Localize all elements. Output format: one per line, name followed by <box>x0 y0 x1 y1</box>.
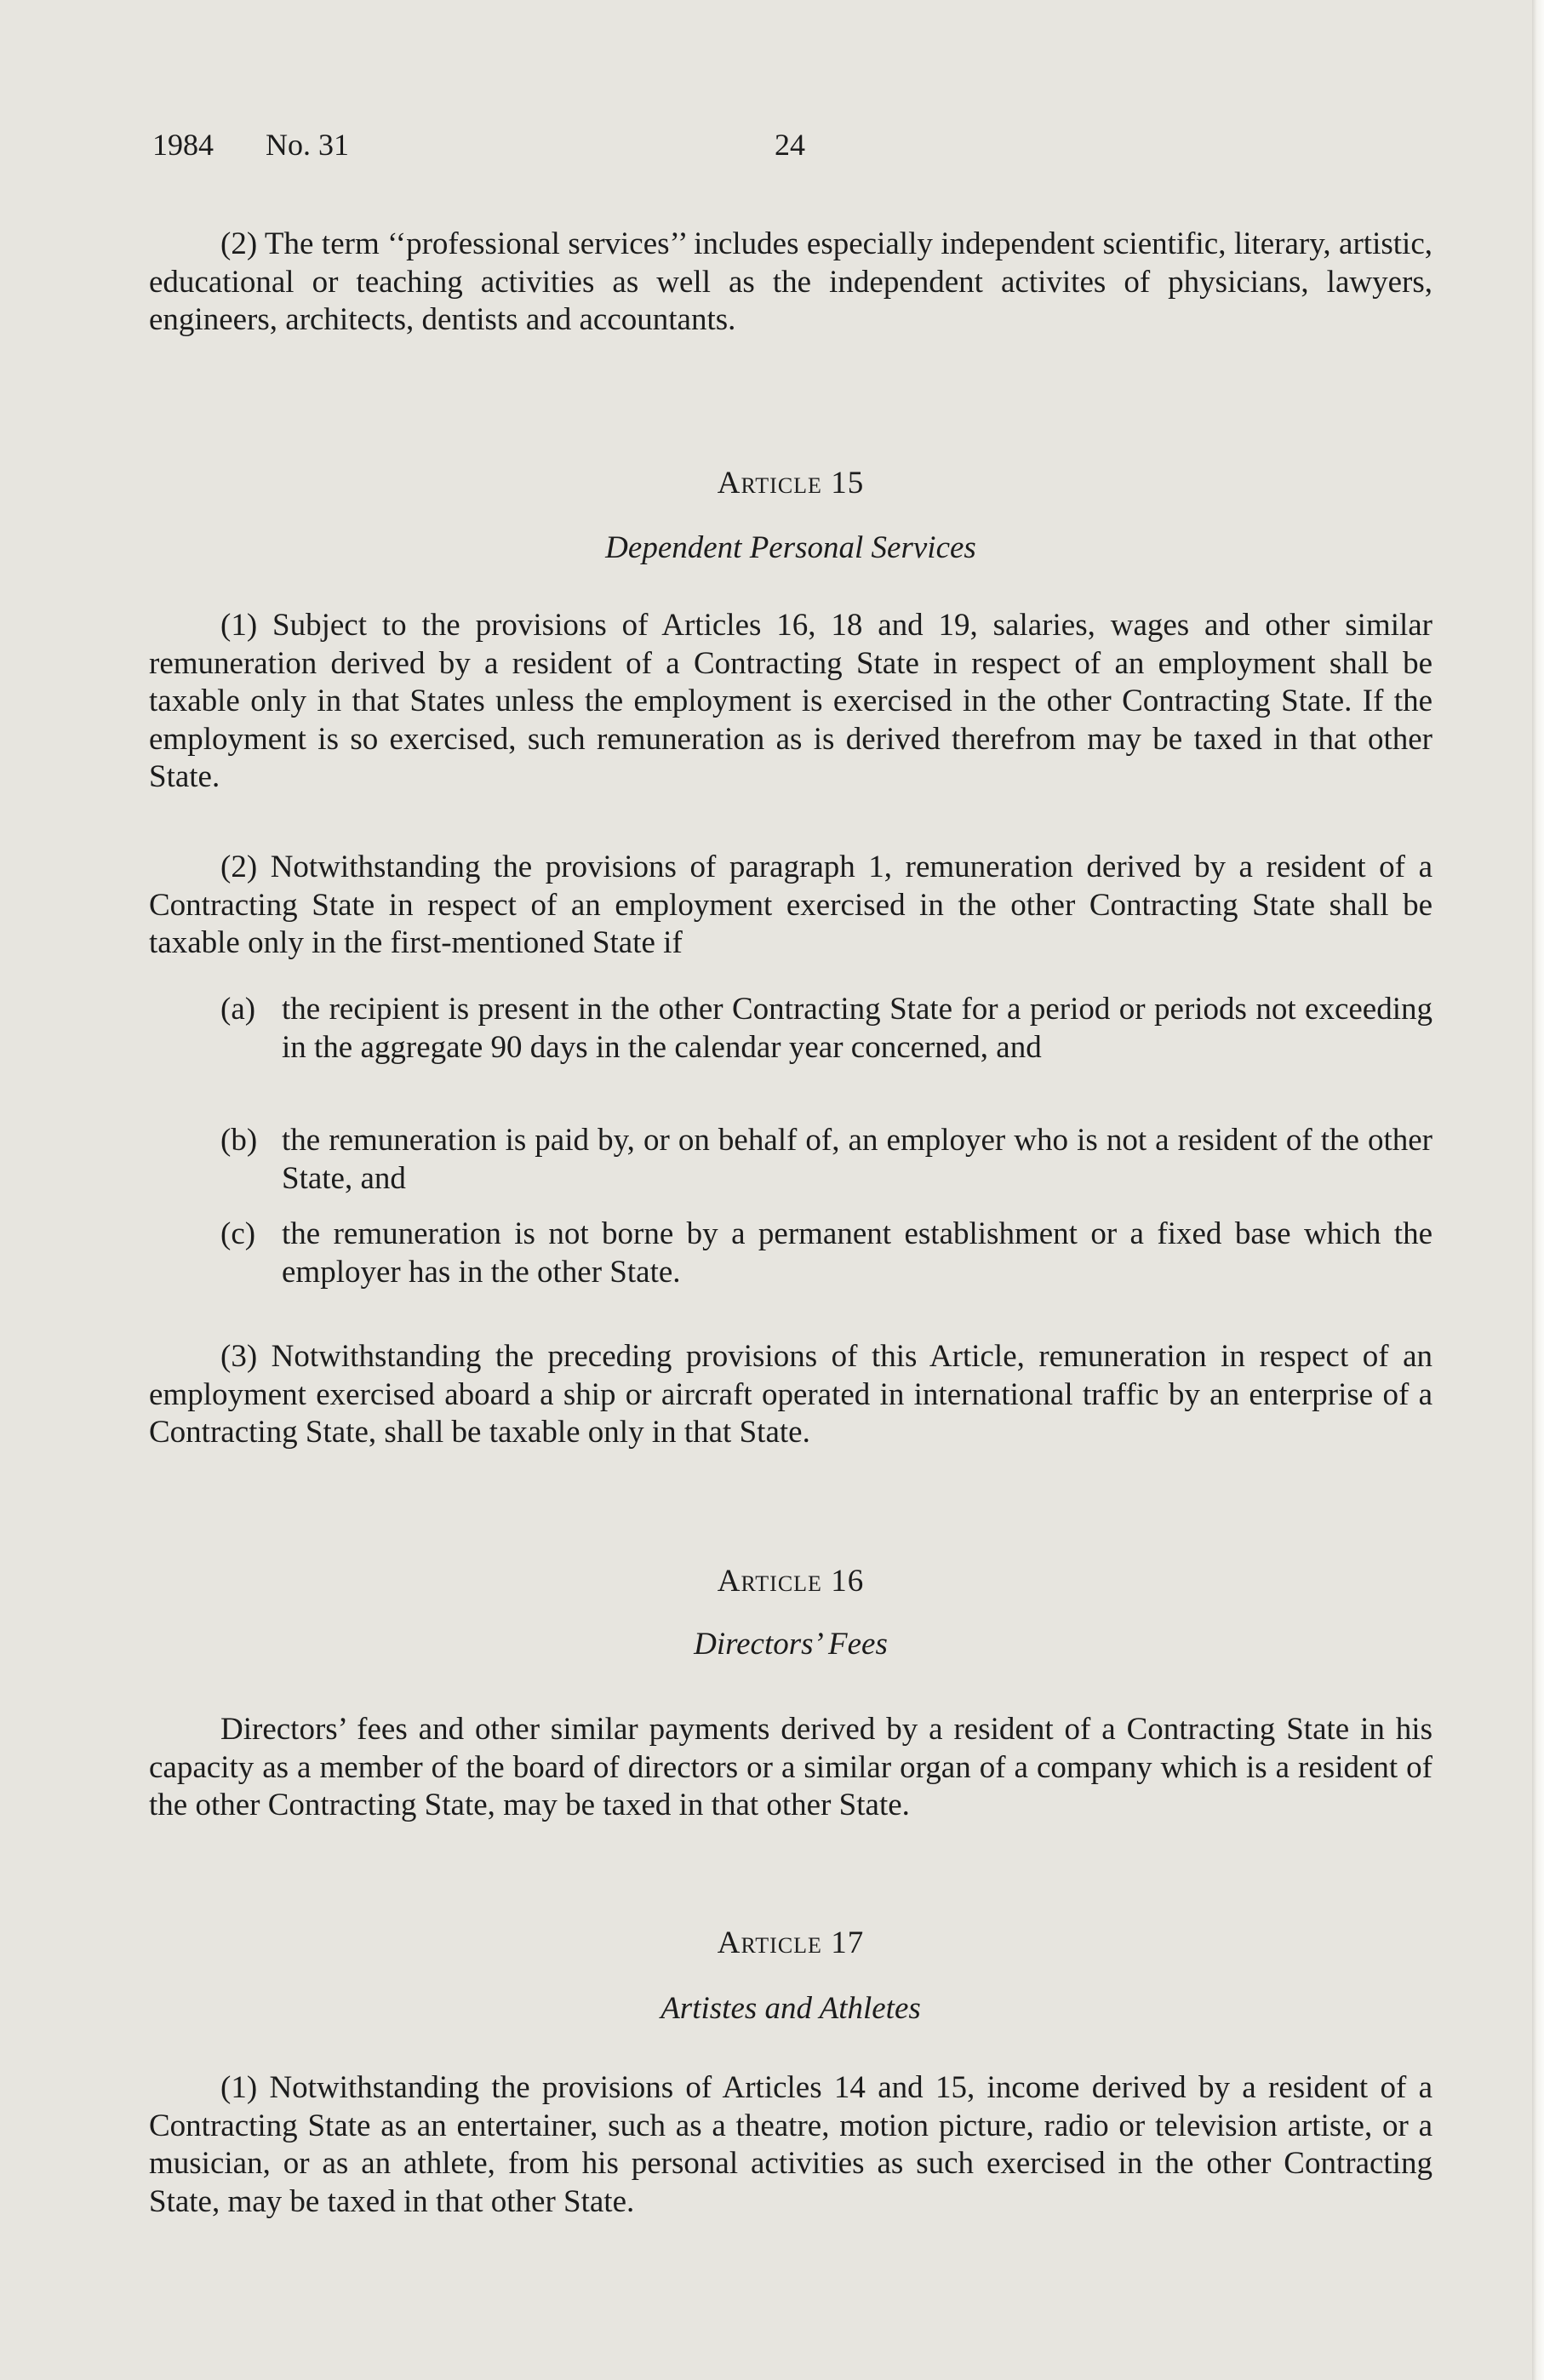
article-15-paragraph-2: (2) Notwithstanding the provisions of paragraph 1, remuneration derived by a resident of a Contracting State in respect of an employment exercised in the other Contracting State shall be taxable only in the first-mentioned State if <box>149 850 1432 961</box>
item-text: the remuneration is paid by, or on behalf of, an employer who is not a resident of the other State, and <box>282 1123 1432 1196</box>
article-15-item-a <box>220 991 1432 1067</box>
item-text: the remuneration is not borne by a permanent establishment or a fixed base which the employer has in the other State. <box>282 1216 1432 1290</box>
article-16-title: Directors’ Fees <box>694 1627 888 1662</box>
article-16-paragraph: Directors’ fees and other similar payments derived by a resident of a Contracting State in his capacity as a member of the board of directors or a similar organ of a company which is a resident of the other Contracting State, may be taxed in that other State. <box>149 1712 1432 1823</box>
article-15-title: Dependent Personal Services <box>605 530 976 565</box>
article-15-item-b <box>220 1122 1432 1198</box>
article-17-heading: Article 17 <box>717 1925 865 1960</box>
article-15-heading: Article 15 <box>717 466 865 501</box>
item-label: (c) <box>220 1216 256 1251</box>
running-header <box>149 124 1432 167</box>
article-14-paragraph-2: (2) The term ‘‘professional services’’ includes especially independent scientific, literary, artistic, educational or teaching activities as well as the independent activites of physicians, lawyers, engineers, architects, dentists and accountants. <box>149 226 1432 338</box>
article-15-paragraph-3: (3) Notwithstanding the preceding provisions of this Article, remuneration in respect of an employment exercised aboard a ship or aircraft operated in international traffic by an enterprise of a Contracting State, shall be taxable only in that State. <box>149 1339 1432 1450</box>
page-number: 24 <box>775 128 805 162</box>
article-15-paragraph-1: (1) Subject to the provisions of Articles 16, 18 and 19, salaries, wages and other similar remuneration derived by a resident of a Contracting State in respect of an employment shall be taxable only in that States unless the employment is exercised in the other Contracting State. If the employment is so exercised, such remuneration as is derived therefrom may be taxed in that other State. <box>149 608 1432 795</box>
page-edge <box>1532 0 1544 2380</box>
article-17-title: Artistes and Athletes <box>660 1991 921 2026</box>
item-text: the recipient is present in the other Contracting State for a period or periods not exceeding in the aggregate 90 days in the calendar year concerned, and <box>282 992 1432 1065</box>
article-16-heading: Article 16 <box>717 1564 865 1599</box>
item-label: (b) <box>220 1123 258 1158</box>
item-label: (a) <box>220 992 256 1027</box>
header-act-number: No. 31 <box>266 128 349 162</box>
article-17-paragraph-1: (1) Notwithstanding the provisions of Articles 14 and 15, income derived by a resident of a Contracting State as an entertainer, such as a theatre, motion picture, radio or television artiste, or a musician, or as an athlete, from his personal activities as such exercised in the other Contracting State, may be taxed in that other State. <box>149 2070 1432 2219</box>
header-year: 1984 <box>152 128 214 162</box>
article-15-item-c <box>220 1216 1432 1291</box>
